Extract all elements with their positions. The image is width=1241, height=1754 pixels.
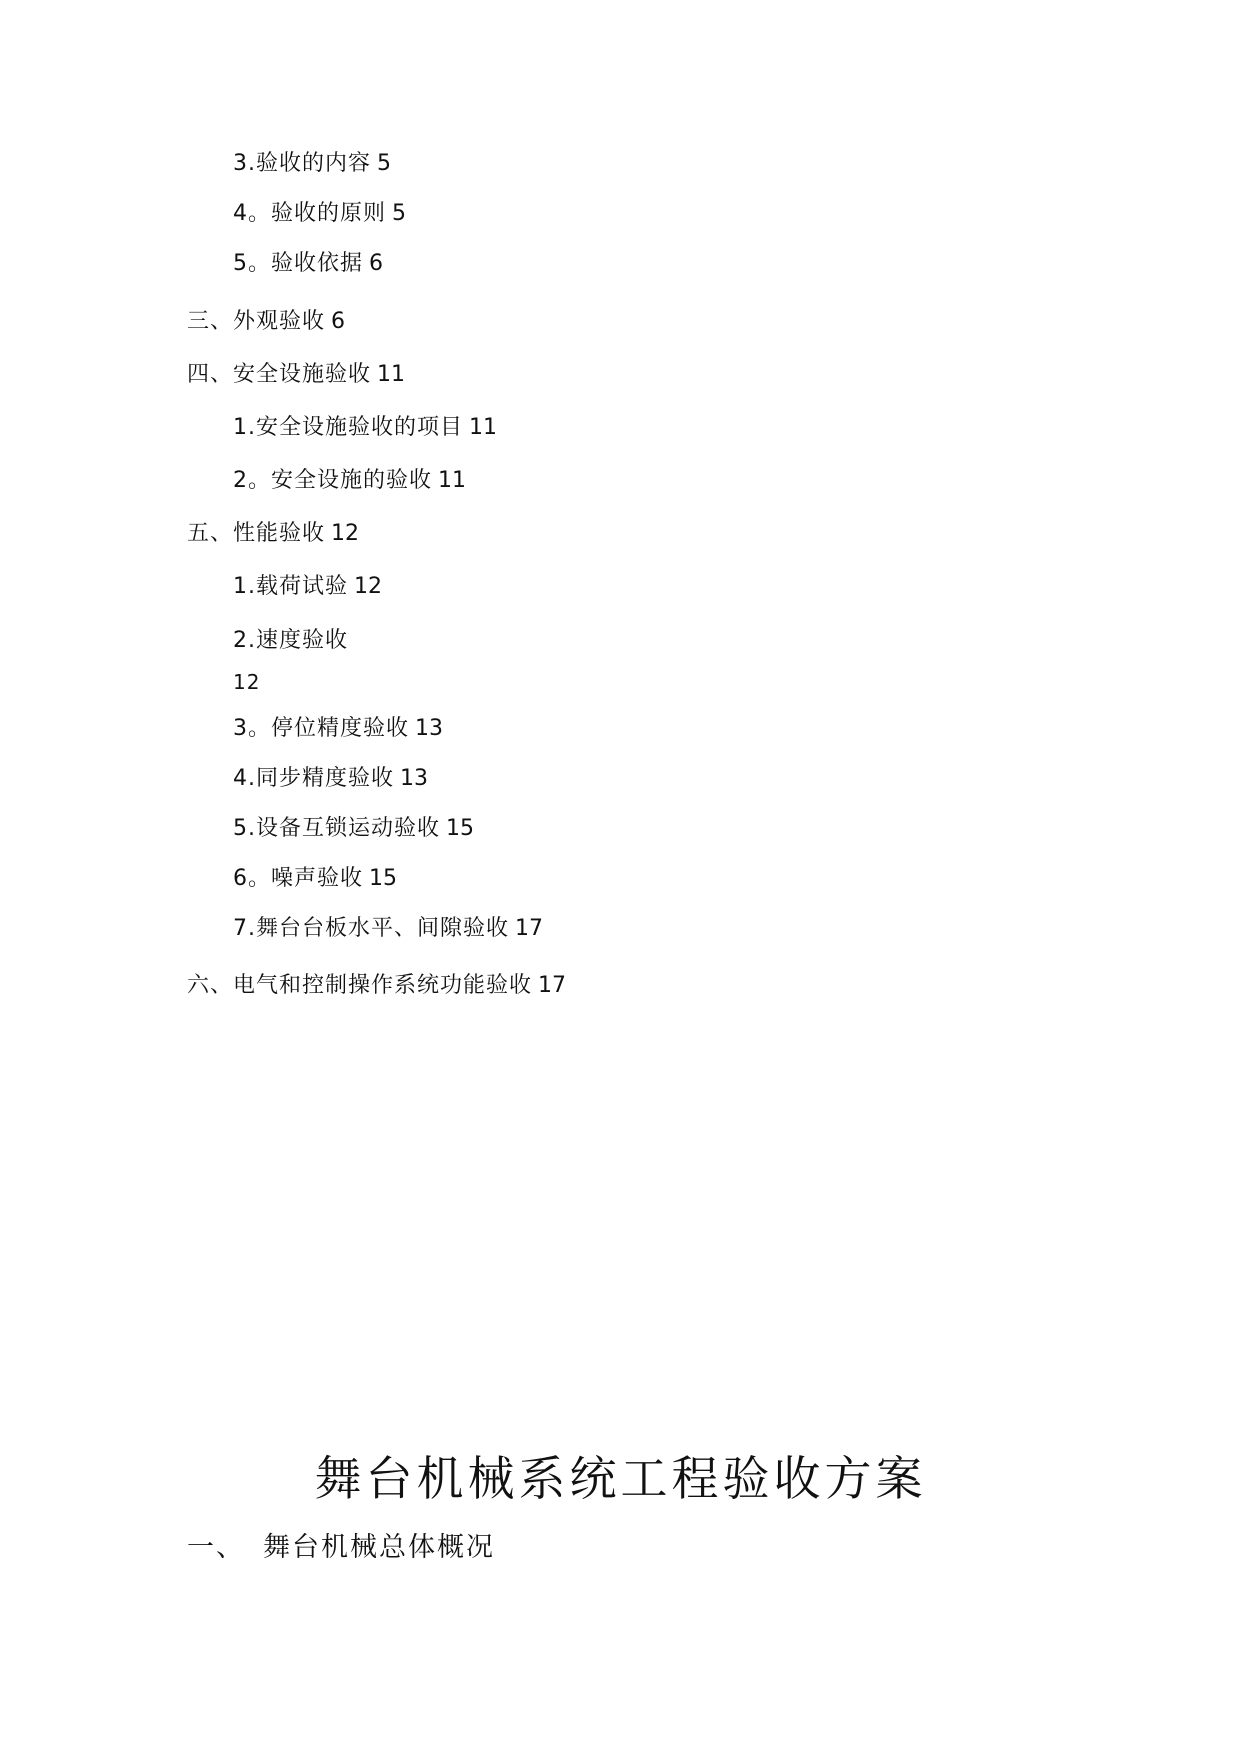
toc-entry-text: 4。验收的原则	[233, 201, 386, 226]
toc-entry-text: 3.验收的内容	[233, 151, 371, 176]
toc-entry[interactable]	[233, 573, 382, 601]
toc-entry-text: 2.速度验收	[233, 628, 348, 653]
toc-entry-text: 12	[233, 670, 261, 694]
toc-entry-page: 13	[400, 766, 428, 791]
toc-entry[interactable]	[233, 715, 443, 743]
toc-entry-text: 5。验收依据	[233, 251, 363, 276]
toc-entry-page: 12	[354, 574, 382, 599]
toc-entry-page: 12	[331, 521, 360, 546]
toc-entry-page: 5	[377, 151, 391, 176]
toc-entry-text: 六、电气和控制操作系统功能验收	[187, 973, 533, 998]
toc-entry[interactable]	[233, 627, 354, 655]
toc-entry[interactable]	[233, 200, 406, 228]
section-title: 舞台机械总体概况	[263, 1532, 495, 1563]
toc-entry-page: 15	[369, 866, 397, 891]
toc-entry[interactable]	[233, 467, 466, 495]
toc-entry-text: 三、外观验收	[187, 309, 326, 334]
toc-entry-page: 11	[438, 468, 466, 493]
toc-entry[interactable]	[233, 414, 497, 442]
toc-entry-page: 15	[446, 816, 474, 841]
toc-entry[interactable]	[187, 308, 345, 336]
toc-entry[interactable]	[233, 815, 474, 843]
toc-entry[interactable]	[187, 361, 405, 389]
toc-entry[interactable]	[187, 520, 359, 548]
toc-entry-text: 1.载荷试验	[233, 574, 348, 599]
toc-entry-text: 3。停位精度验收	[233, 716, 409, 741]
toc-entry-page: 5	[392, 201, 406, 226]
toc-entry-text: 6。噪声验收	[233, 866, 363, 891]
toc-entry-text: 五、性能验收	[187, 521, 326, 546]
toc-entry-page: 13	[415, 716, 443, 741]
toc-entry-page: 17	[538, 973, 567, 998]
toc-entry-text: 四、安全设施验收	[187, 362, 372, 387]
toc-entry-page: 6	[369, 251, 383, 276]
toc-entry[interactable]	[233, 765, 428, 793]
toc-entry-page: 17	[515, 916, 543, 941]
toc-entry[interactable]	[187, 972, 566, 1000]
toc-entry-page: 6	[331, 309, 346, 334]
toc-entry-text: 5.设备互锁运动验收	[233, 816, 440, 841]
toc-entry[interactable]	[233, 915, 543, 943]
toc-entry-wrapped-page	[233, 668, 266, 696]
toc-entry[interactable]	[233, 150, 391, 178]
toc-entry[interactable]	[233, 865, 397, 893]
toc-entry-page: 11	[377, 362, 406, 387]
toc-entry-page: 11	[469, 415, 497, 440]
toc-entry-text: 7.舞台台板水平、间隙验收	[233, 916, 509, 941]
toc-entry-text: 1.安全设施验收的项目	[233, 415, 463, 440]
toc-entry-text: 2。安全设施的验收	[233, 468, 432, 493]
section-heading	[187, 1530, 495, 1566]
document-title: 舞台机械系统工程验收方案	[314, 1452, 927, 1507]
section-number: 一、	[187, 1532, 245, 1563]
toc-entry-text: 4.同步精度验收	[233, 766, 394, 791]
toc-entry[interactable]	[233, 250, 383, 278]
